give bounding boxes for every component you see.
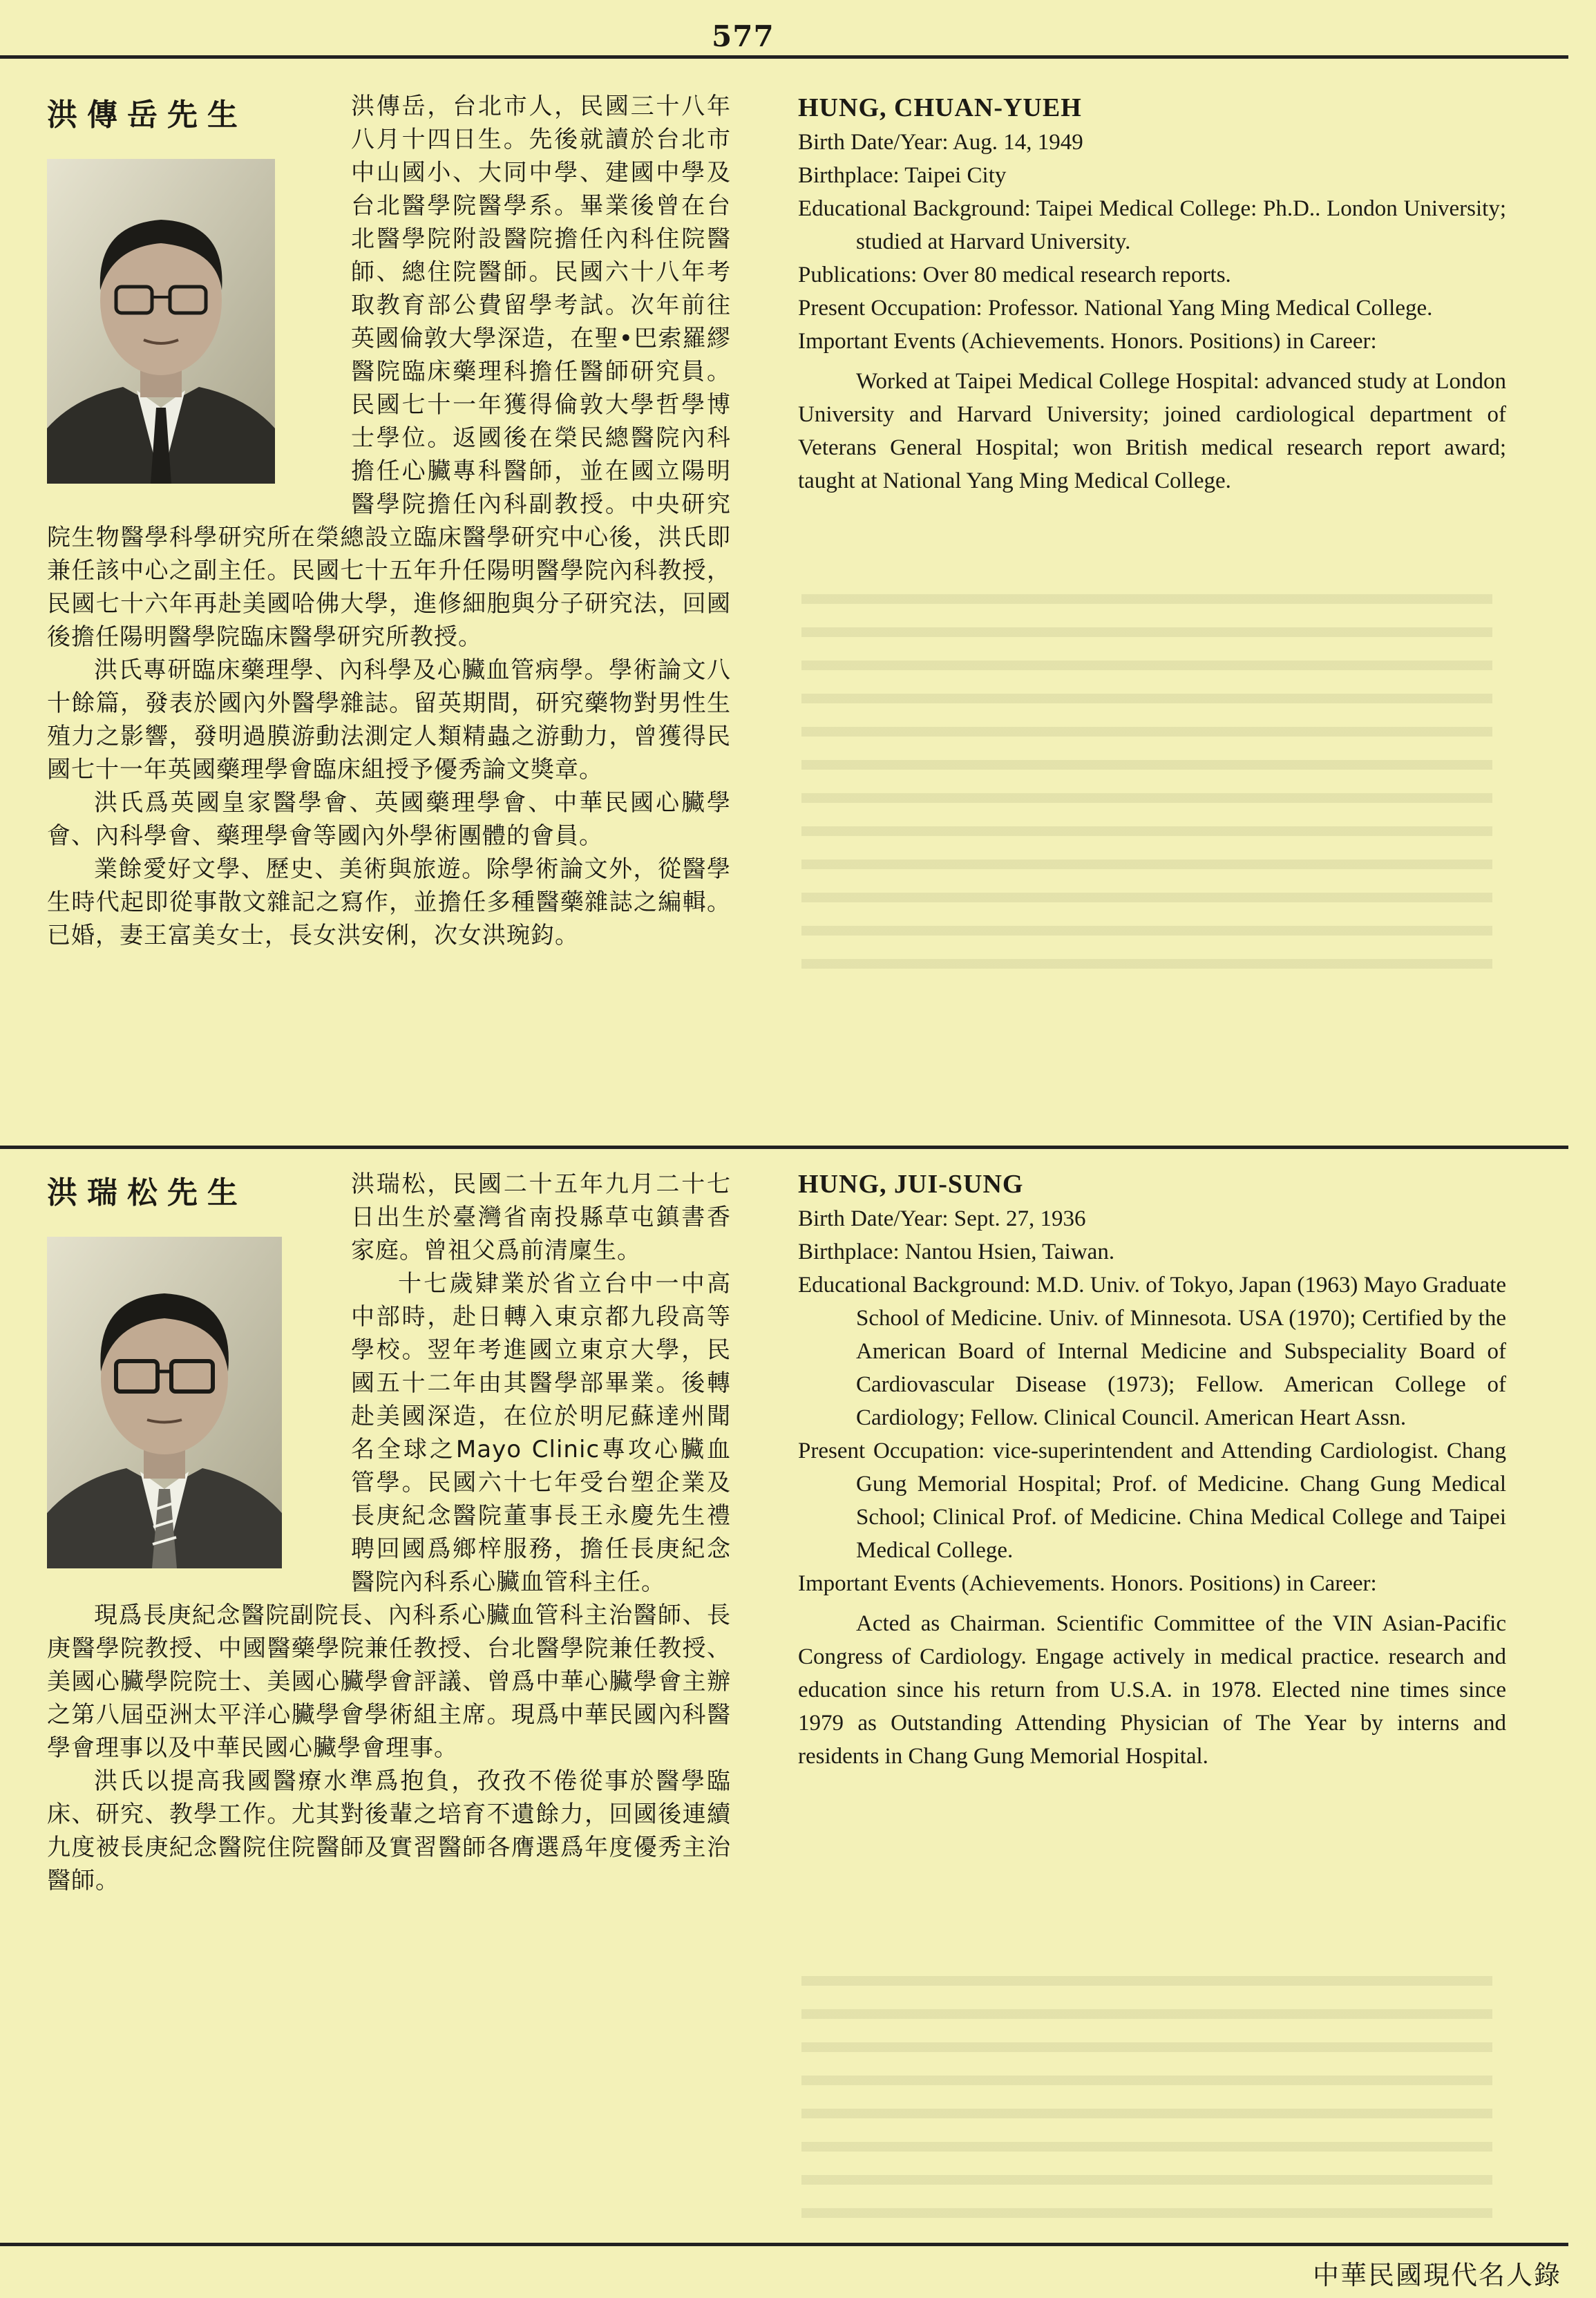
cn-paragraph: 十七歲肄業於省立台中一中高中部時，赴日轉入東京都九段高等學校。翌年考進國立東京大學，民國五十二年由其醫學部畢業。後轉赴美國深造，在位於明尼蘇達州聞名全球之Mayo Clinic專攻心臟血管學。民國六十七年受台塑企業及長庚紀念醫院董事長王永慶先生禮聘回國爲鄉梓服務，擔任長庚紀念醫院內科系心臟血管科主任。 [351,1270,731,1596]
english-biography [798,91,1506,497]
field-value: Professor. National Yang Ming Medical College. [987,296,1433,321]
en-narrative: Acted as Chairman. Scientific Committee of the VIN Asian-Pacific Congress of Cardiology. Engage actively in medical practice. research and education since his return from U.S.A. in 1978. Elected nine times since 1979 as Outstanding Attending Physician of The Year by interns and residents in Chang Gung Memorial Hospital. [798,1611,1506,1769]
field-label: Birth Date/Year: [798,130,949,155]
cn-paragraph: 洪氏爲英國皇家醫學會、英國藥理學會、中華民國心臟學會、內科學會、藥理學會等國內外學術團體的會員。 [47,789,731,850]
en-field-events [798,325,1506,358]
field-label: Educational Background: [798,1273,1031,1298]
cn-paragraph: 洪傳岳，台北市人，民國三十八年八月十四日生。先後就讀於台北市中山國小、大同中學、建國中學及台北醫學院醫學系。畢業後曾在台北醫學院附設醫院擔任內科住院醫師、總住院醫師。民國六十八年考取教育部公費留學考試。次年前往英國倫敦大學深造，在聖•巴索羅繆醫院臨床藥理科擔任醫師研究員。民國七十一年獲得倫敦大學哲學博士學位。返國後在榮民總醫院內科擔任心臟專科醫師，並在國立陽明醫學院擔任內科副教授。中央研究院生物醫學科學研究所在榮總設立臨床醫學研究中心後，洪氏即兼任該中心之副主任。民國七十五年升任陽明醫學院內科教授，民國七十六年再赴美國哈佛大學，進修細胞與分子研究法，回國後擔任陽明醫學院臨床醫學研究所教授。 [47,93,731,651]
field-value: Nantou Hsien, Taiwan. [904,1240,1115,1264]
field-label: Present Occupation: [798,1438,985,1463]
en-field-education [798,192,1506,258]
cn-paragraph: 洪氏專研臨床藥理學、內科學及心臟血管病學。學術論文八十餘篇，發表於國內外醫學雜誌。留英期間，研究藥物對男性生殖力之影響，發明過膜游動法測定人類精蟲之游動力，曾獲得民國七十一年英國藥理學會臨床組授予優秀論文獎章。 [47,656,731,784]
chinese-name: 洪瑞松先生 [47,1175,247,1210]
top-rule [0,55,1568,59]
cn-paragraph: 業餘愛好文學、歷史、美術與旅遊。除學術論文外，從醫學生時代起即從事散文雜記之寫作，並擔任多種醫藥雜誌之編輯。已婚，妻王富美女士，長女洪安俐，次女洪琬鈞。 [47,855,731,949]
field-label: Important Events (Achievements. Honors. Positions) in Career: [798,329,1377,354]
english-name: HUNG, CHUAN-YUEH [798,93,1082,122]
field-value: vice-superintendent and Attending Cardiologist. Chang Gung Memorial Hospital; Prof. of Medicine. Chang Gung Medical School; Clinical Prof. of Medicine. China Medical College and Taipei Medical College. [856,1438,1506,1563]
cn-paragraph: 洪瑞松，民國二十五年九月二十七日出生於臺灣省南投縣草屯鎮書香家庭。曾祖父爲前清廩生。 [351,1170,731,1264]
field-value: M.D. Univ. of Tokyo, Japan (1963) Mayo Graduate School of Medicine. Univ. of Minnesota. USA (1970); Certified by the American Board of Internal Medicine and Subspeciality Board of Cardiovascular Disease (1973); Fellow. American College of Cardiology; Fellow. Clinical Council. American Heart Assn. [856,1273,1507,1430]
en-field-occupation [798,1434,1506,1567]
field-label: Important Events (Achievements. Honors. Positions) in Career: [798,1571,1377,1596]
portrait-photo [47,1237,282,1568]
field-label: Birthplace: [798,163,900,188]
portrait-icon [47,1237,282,1568]
en-field-birth-date [798,1202,1506,1235]
page-number: 577 [712,19,775,53]
chinese-name: 洪傳岳先生 [47,97,247,133]
english-name: HUNG, JUI-SUNG [798,1170,1024,1199]
field-label: Educational Background: [798,196,1031,221]
section-divider [0,1146,1568,1149]
field-label: Birthplace: [798,1240,900,1264]
english-biography [798,1168,1506,1773]
field-value: Sept. 27, 1936 [953,1206,1086,1231]
field-value: Taipei Medical College: Ph.D.. London University; studied at Harvard University. [856,196,1506,254]
cn-paragraph: 洪氏以提高我國醫療水準爲抱負，孜孜不倦從事於醫學臨床、研究、教學工作。尤其對後輩之培育不遺餘力，回國後連續九度被長庚紀念醫院住院醫師及實習醫師各膺選爲年度優秀主治醫師。 [47,1767,731,1895]
field-label: Birth Date/Year: [798,1206,949,1231]
en-field-birthplace [798,159,1506,192]
en-field-birth-date [798,126,1506,159]
biography-entry [0,1168,1568,2232]
en-field-occupation [798,292,1506,325]
en-field-events [798,1567,1506,1600]
cn-paragraph: 現爲長庚紀念醫院副院長、內科系心臟血管科主治醫師、長庚醫學院教授、中國醫藥學院兼任教授、台北醫學院兼任教授、美國心臟學院院士、美國心臟學會評議、曾爲中華心臟學會主辦之第八屆亞洲太平洋心臟學會學術組主席。現爲中華民國內科醫學會理事以及中華民國心臟學會理事。 [47,1602,731,1762]
en-field-education [798,1269,1506,1434]
field-value: Taipei City [904,163,1007,188]
biography-entry [0,76,1568,1126]
book-title-footer: 中華民國現代名人錄 [1312,2260,1561,2290]
portrait-icon [47,159,275,484]
en-field-birthplace [798,1235,1506,1269]
field-value: Aug. 14, 1949 [952,130,1083,155]
field-label: Present Occupation: [798,296,982,321]
field-label: Publications: [798,263,918,287]
bottom-rule [0,2243,1568,2246]
en-narrative: Worked at Taipei Medical College Hospital: advanced study at London University and Harvard University; joined cardiological department of Veterans General Hospital; won British medical research report award; taught at National Yang Ming Medical College. [798,369,1506,493]
portrait-photo [47,159,275,484]
field-value: Over 80 medical research reports. [922,263,1231,287]
en-field-publications [798,258,1506,292]
